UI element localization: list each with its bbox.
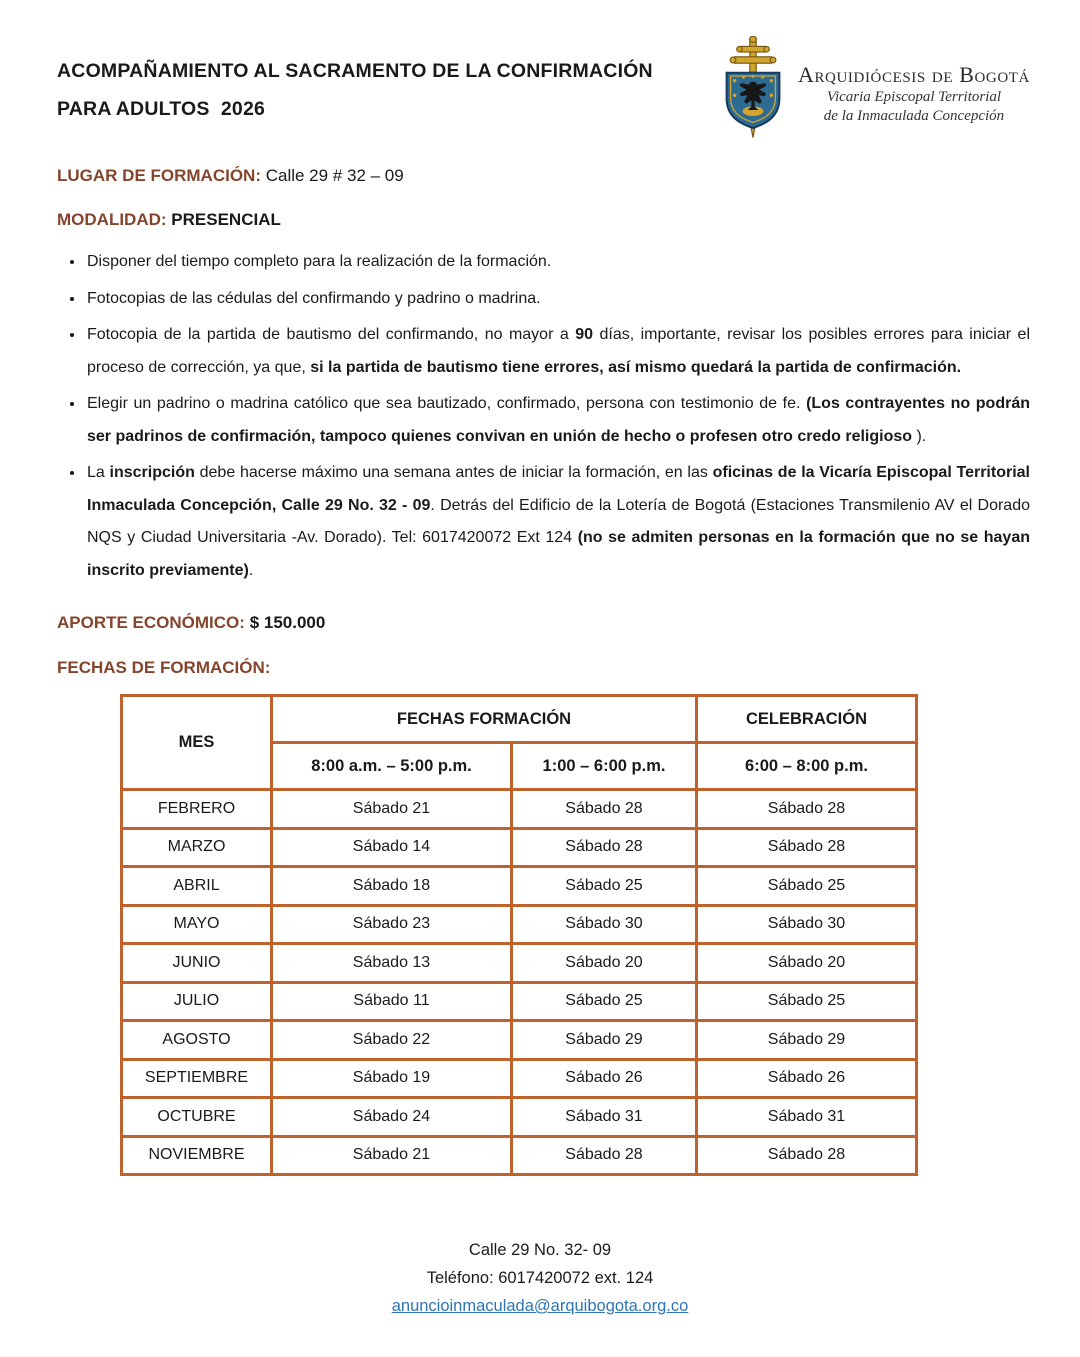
requirement-item: • Fotocopias de las cédulas del confirmando y padrino o madrina.	[85, 283, 1030, 316]
date-cell: Sábado 20	[512, 944, 697, 983]
date-cell: Sábado 22	[272, 1021, 512, 1060]
table-row	[122, 790, 917, 829]
date-cell: Sábado 14	[272, 828, 512, 867]
header-celebracion: CELEBRACIÓN	[697, 696, 917, 743]
date-cell: Sábado 23	[272, 905, 512, 944]
logo-subtitle-2: de la Inmaculada Concepción	[823, 108, 1005, 124]
lugar-line	[57, 166, 1030, 186]
requirement-item: • Fotocopia de la partida de bautismo del confirmando, no mayor a 90 días, importante, revisar los posibles errores para iniciar el proceso de corrección, ya que, si la partida de bautismo tiene errores, así mismo quedará la partida de confirmación.	[85, 319, 1030, 384]
logo-text	[798, 36, 1030, 126]
aporte-label: APORTE ECONÓMICO:	[57, 613, 245, 632]
date-cell: Sábado 13	[272, 944, 512, 983]
header-fechas-formacion: FECHAS FORMACIÓN	[272, 696, 697, 743]
month-cell: JUNIO	[122, 944, 272, 983]
month-cell: FEBRERO	[122, 790, 272, 829]
modalidad-line	[57, 210, 1030, 230]
date-cell: Sábado 26	[512, 1059, 697, 1098]
date-cell: Sábado 30	[512, 905, 697, 944]
coat-of-arms-icon	[712, 36, 794, 140]
diocese-logo	[712, 36, 1030, 140]
month-cell: MARZO	[122, 828, 272, 867]
date-cell: Sábado 18	[272, 867, 512, 906]
date-cell: Sábado 25	[512, 867, 697, 906]
date-cell: Sábado 26	[697, 1059, 917, 1098]
table-row	[122, 982, 917, 1021]
month-cell: NOVIEMBRE	[122, 1136, 272, 1175]
date-cell: Sábado 11	[272, 982, 512, 1021]
header-mes: MES	[122, 696, 272, 790]
footer-address: Calle 29 No. 32- 09	[468, 1241, 612, 1259]
date-cell: Sábado 25	[697, 867, 917, 906]
table-row	[122, 1021, 917, 1060]
month-cell: OCTUBRE	[122, 1098, 272, 1137]
modalidad-label: MODALIDAD:	[57, 210, 167, 229]
schedule-table-body	[122, 790, 917, 1175]
header-time-2: 1:00 – 6:00 p.m.	[512, 743, 697, 790]
date-cell: Sábado 28	[697, 828, 917, 867]
page-title	[57, 38, 653, 128]
requirement-item: • La inscripción debe hacerse máximo una semana antes de iniciar la formación, en las oficinas de la Vicaría Episcopal Territorial Inmaculada Concepción, Calle 29 No. 32 - 09. Detrás del Edificio de la Lotería de Bogotá (Estaciones Transmilenio AV el Dorado NQS y Ciudad Universitaria -Av. Dorado). Tel: 6017420072 Ext 124 (no se admiten personas en la formación que no se hayan inscrito previamente).	[85, 457, 1030, 587]
date-cell: Sábado 28	[512, 1136, 697, 1175]
date-cell: Sábado 28	[512, 828, 697, 867]
date-cell: Sábado 28	[512, 790, 697, 829]
table-row	[122, 1059, 917, 1098]
aporte-line	[57, 613, 1030, 633]
month-cell: JULIO	[122, 982, 272, 1021]
month-cell: MAYO	[122, 905, 272, 944]
date-cell: Sábado 25	[697, 982, 917, 1021]
requirement-item: • Disponer del tiempo completo para la realización de la formación.	[85, 246, 1030, 279]
logo-subtitle-1: Vicaria Episcopal Territorial	[826, 89, 1002, 105]
title-line-2: PARA ADULTOS 2026	[57, 98, 266, 120]
document-footer	[0, 1236, 1080, 1320]
requirements-list	[57, 246, 1030, 587]
date-cell: Sábado 30	[697, 905, 917, 944]
footer-email-link[interactable]: anuncioinmaculada@arquibogota.org.co	[391, 1297, 689, 1315]
date-cell: Sábado 28	[697, 790, 917, 829]
lugar-value: Calle 29 # 32 – 09	[265, 166, 404, 185]
schedule-table	[120, 694, 918, 1176]
table-row	[122, 1136, 917, 1175]
month-cell: AGOSTO	[122, 1021, 272, 1060]
date-cell: Sábado 28	[697, 1136, 917, 1175]
logo-org-name: Arquidiócesis de Bogotá	[797, 62, 1030, 87]
footer-phone: Teléfono: 6017420072 ext. 124	[426, 1269, 654, 1287]
aporte-value: $ 150.000	[249, 613, 326, 632]
table-row	[122, 1098, 917, 1137]
requirement-item: • Elegir un padrino o madrina católico que sea bautizado, confirmado, persona con testimonio de fe. (Los contrayentes no podrán ser padrinos de confirmación, tampoco quienes convivan en unión de hecho o profesen otro credo religioso ).	[85, 388, 1030, 453]
date-cell: Sábado 29	[512, 1021, 697, 1060]
table-row	[122, 905, 917, 944]
table-row	[122, 944, 917, 983]
month-cell: SEPTIEMBRE	[122, 1059, 272, 1098]
table-row	[122, 867, 917, 906]
lugar-label: LUGAR DE FORMACIÓN:	[57, 166, 261, 185]
date-cell: Sábado 21	[272, 790, 512, 829]
modalidad-value: PRESENCIAL	[171, 210, 281, 229]
fechas-label-line	[57, 658, 1030, 678]
title-line-1: ACOMPAÑAMIENTO AL SACRAMENTO DE LA CONFIRMACIÓN	[57, 60, 653, 82]
header-time-1: 8:00 a.m. – 5:00 p.m.	[272, 743, 512, 790]
fechas-label: FECHAS DE FORMACIÓN:	[57, 658, 271, 677]
date-cell: Sábado 24	[272, 1098, 512, 1137]
date-cell: Sábado 31	[512, 1098, 697, 1137]
table-header-row-1	[122, 696, 917, 743]
date-cell: Sábado 31	[697, 1098, 917, 1137]
document-header	[57, 38, 1030, 140]
table-row	[122, 828, 917, 867]
date-cell: Sábado 25	[512, 982, 697, 1021]
date-cell: Sábado 21	[272, 1136, 512, 1175]
date-cell: Sábado 19	[272, 1059, 512, 1098]
date-cell: Sábado 29	[697, 1021, 917, 1060]
month-cell: ABRIL	[122, 867, 272, 906]
header-time-3: 6:00 – 8:00 p.m.	[697, 743, 917, 790]
date-cell: Sábado 20	[697, 944, 917, 983]
